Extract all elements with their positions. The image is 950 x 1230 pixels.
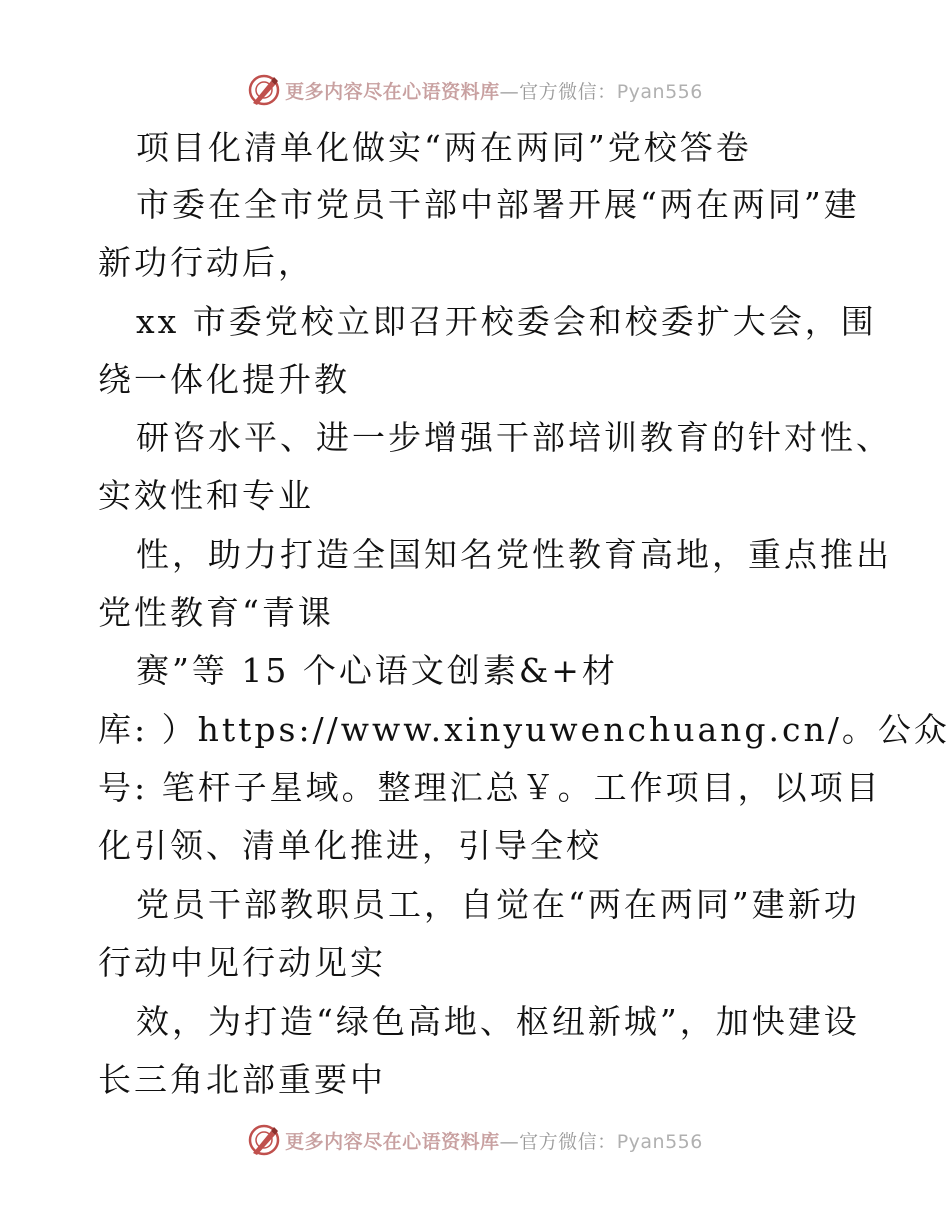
paragraph-line: 党性教育“青课 <box>98 593 334 632</box>
watermark-main-text: 更多内容尽在心语资料库 <box>285 80 500 103</box>
paragraph-line: 号: 笔杆子星域。整理汇总￥。工作项目，以项目 <box>98 768 882 807</box>
watermark-separator: — <box>499 1130 520 1153</box>
paragraph-line: 党员干部教职员工，自觉在“两在两同”建新功 <box>136 885 860 924</box>
paragraph-line: 绕一体化提升教 <box>98 360 350 399</box>
footer-watermark-banner <box>0 1120 950 1160</box>
header-watermark-banner <box>0 70 950 110</box>
watermark-account: Pyan556 <box>616 80 703 103</box>
paragraph-line: 长三角北部重要中 <box>98 1060 386 1099</box>
paragraph-line: 研咨水平、进一步增强干部培训教育的针对性、 <box>136 418 892 457</box>
pen-logo-icon <box>247 73 281 107</box>
watermark-main-text: 更多内容尽在心语资料库 <box>285 1130 500 1153</box>
paragraph-line: 效，为打造“绿色高地、枢纽新城”，加快建设 <box>136 1002 860 1041</box>
document-title: 项目化清单化做实“两在两同”党校答卷 <box>136 128 752 167</box>
watermark-separator: — <box>499 80 520 103</box>
watermark-account: Pyan556 <box>616 1130 703 1153</box>
paragraph-line: 化引领、清单化推进，引导全校 <box>98 826 602 865</box>
pen-logo-icon <box>247 1123 281 1157</box>
paragraph-line: 库: ）https://www.xinyuwenchuang.cn/。公众 <box>98 710 950 749</box>
watermark-label: 官方微信： <box>519 80 617 103</box>
paragraph-line: 赛”等 15 个心语文创素&+材 <box>136 651 618 690</box>
paragraph-line: 实效性和专业 <box>98 476 314 515</box>
watermark-text <box>285 77 703 104</box>
paragraph-line: 新功行动后， <box>98 243 314 282</box>
paragraph-line: 行动中见行动见实 <box>98 943 386 982</box>
watermark-label: 官方微信： <box>519 1130 617 1153</box>
paragraph-line: 市委在全市党员干部中部署开展“两在两同”建 <box>136 185 860 224</box>
paragraph-line: 性，助力打造全国知名党性教育高地，重点推出 <box>136 535 892 574</box>
watermark-text <box>285 1127 703 1154</box>
paragraph-line: xx 市委党校立即召开校委会和校委扩大会，围 <box>136 302 877 341</box>
